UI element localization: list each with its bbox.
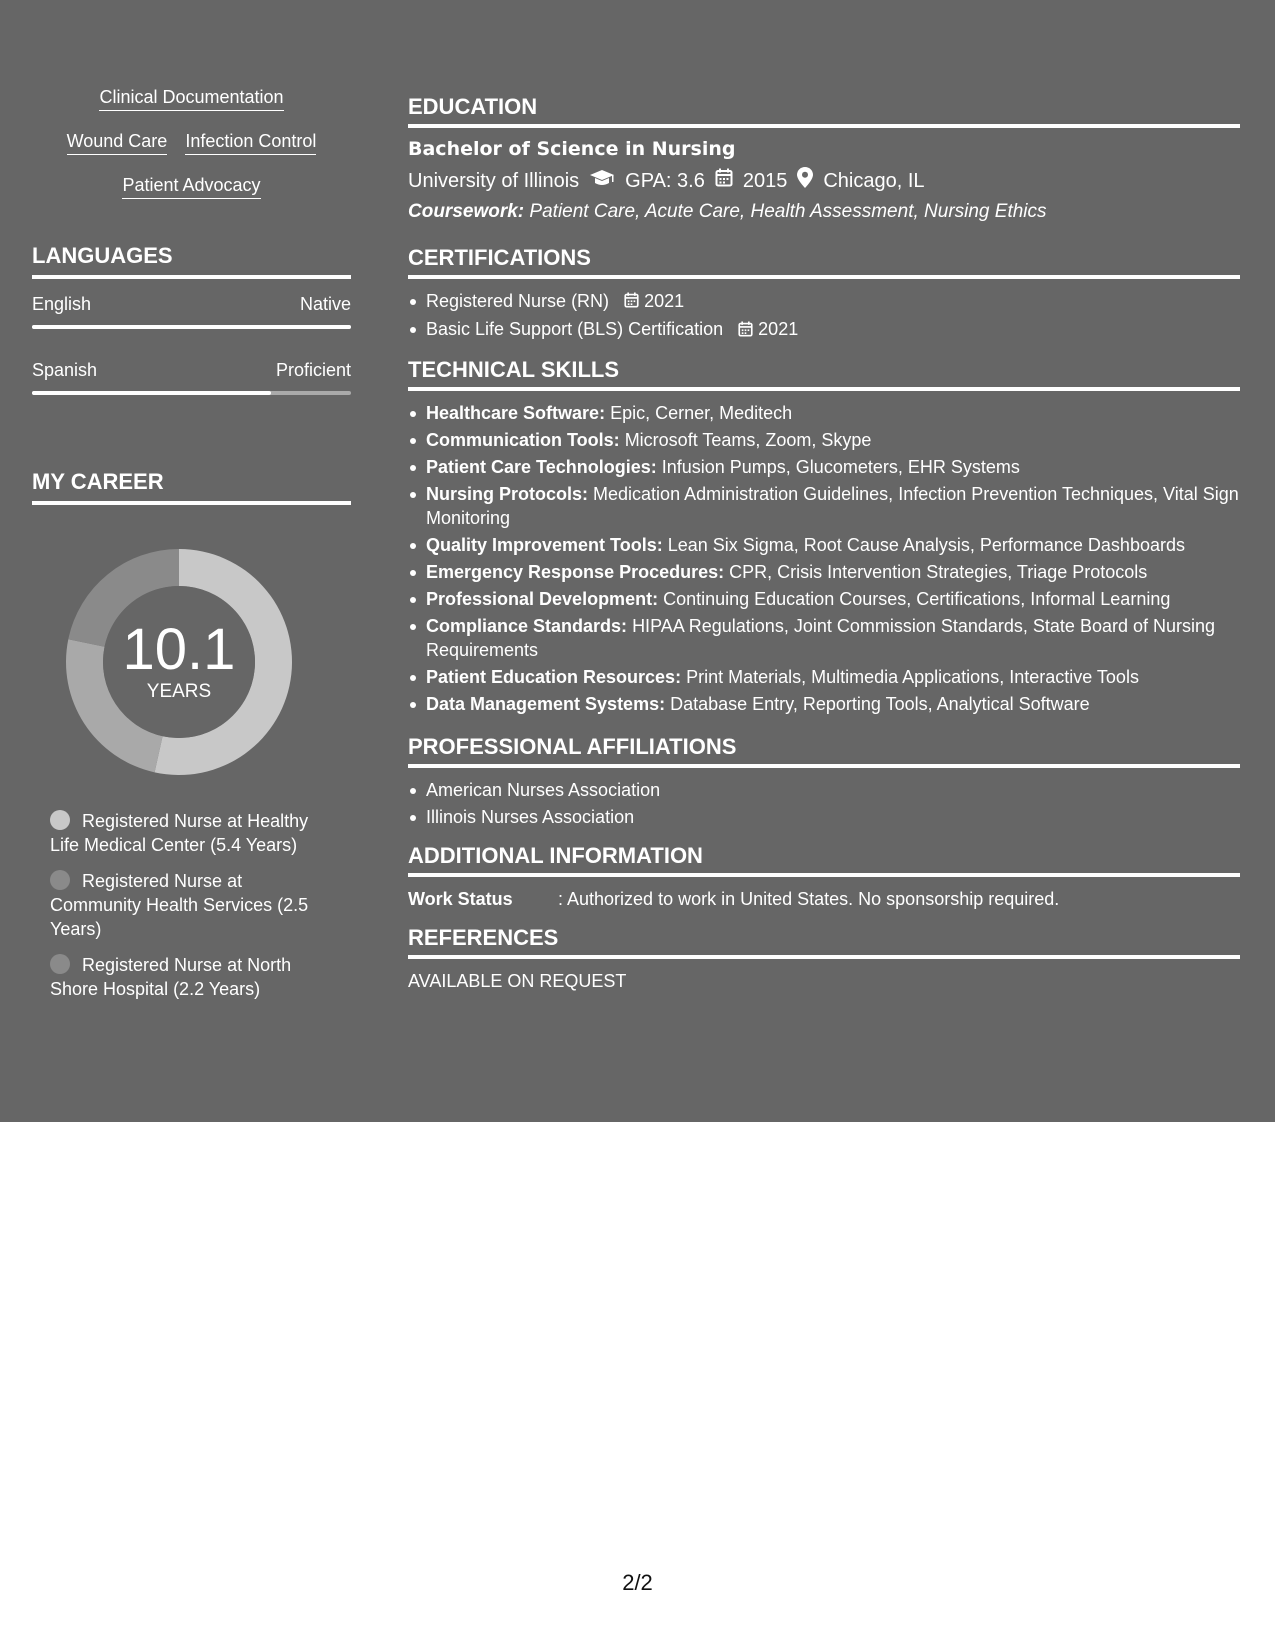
skill-tags bbox=[32, 86, 351, 199]
skill-item: Healthcare Software: Epic, Cerner, Meditech bbox=[408, 401, 1240, 425]
technical-skills-heading: TECHNICAL SKILLS bbox=[408, 357, 1240, 391]
certification-item bbox=[408, 317, 1240, 342]
work-status-label: Work Status bbox=[408, 888, 513, 909]
skill-item: Quality Improvement Tools: Lean Six Sigma, Root Cause Analysis, Performance Dashboards bbox=[408, 533, 1240, 557]
skill-item: Compliance Standards: HIPAA Regulations, Joint Commission Standards, State Board of Nursing Requirements bbox=[408, 614, 1240, 662]
language-level-bar bbox=[32, 391, 351, 395]
career-legend-text: Registered Nurse at North Shore Hospital (2.2 Years) bbox=[50, 955, 292, 999]
certifications-list bbox=[408, 289, 1240, 343]
additional-info-section bbox=[408, 843, 1240, 911]
affiliations-section bbox=[408, 734, 1240, 829]
skill-item: Patient Education Resources: Print Materials, Multimedia Applications, Interactive Tools bbox=[408, 665, 1240, 689]
certification-name: Registered Nurse (RN) bbox=[426, 291, 610, 311]
left-column bbox=[32, 86, 351, 1013]
career-section bbox=[32, 469, 351, 1001]
career-legend-text: Registered Nurse at Healthy Life Medical Center (5.4 Years) bbox=[50, 811, 309, 855]
skill-item: Communication Tools: Microsoft Teams, Zoom, Skype bbox=[408, 428, 1240, 452]
location-pin-icon bbox=[797, 167, 813, 195]
skill-item: Nursing Protocols: Medication Administration Guidelines, Infection Prevention Techniques, Vital Sign Monitoring bbox=[408, 482, 1240, 530]
legend-dot bbox=[50, 954, 70, 974]
skill-item: Professional Development: Continuing Education Courses, Certifications, Informal Learning bbox=[408, 587, 1240, 611]
calendar-icon bbox=[738, 319, 753, 343]
references-section bbox=[408, 925, 1240, 993]
graduation-cap-icon bbox=[589, 168, 615, 194]
career-legend bbox=[32, 809, 332, 1001]
degree-title: Bachelor of Science in Nursing bbox=[408, 138, 736, 160]
skill-row bbox=[32, 174, 351, 199]
certifications-section bbox=[408, 245, 1240, 343]
page-number: 2/2 bbox=[622, 1570, 653, 1595]
skill-item: Data Management Systems: Database Entry, Reporting Tools, Analytical Software bbox=[408, 692, 1240, 716]
certification-name: Basic Life Support (BLS) Certification bbox=[426, 319, 724, 340]
additional-info-heading: ADDITIONAL INFORMATION bbox=[408, 843, 1240, 877]
school-name: University of Illinois bbox=[408, 170, 580, 192]
skill-tag: Wound Care bbox=[67, 130, 168, 155]
career-legend-item bbox=[50, 953, 332, 1001]
language-level: Proficient bbox=[275, 360, 351, 380]
references-heading: REFERENCES bbox=[408, 925, 1240, 959]
education-section bbox=[408, 94, 1240, 225]
affiliation-item: Illinois Nurses Association bbox=[408, 805, 1240, 829]
career-heading: MY CAREER bbox=[32, 469, 351, 505]
career-legend-item bbox=[50, 869, 332, 941]
work-status-value: : Authorized to work in United States. No sponsorship required. bbox=[558, 888, 1060, 909]
legend-dot bbox=[50, 810, 70, 830]
language-level-fill bbox=[32, 325, 351, 329]
skill-tag: Clinical Documentation bbox=[99, 86, 283, 111]
references-text: AVAILABLE ON REQUEST bbox=[408, 970, 627, 991]
education-heading: EDUCATION bbox=[408, 94, 1240, 128]
graduation-year: 2015 bbox=[742, 170, 788, 192]
certification-item bbox=[408, 289, 1240, 314]
gpa: GPA: 3.6 bbox=[625, 170, 705, 192]
language-level: Native bbox=[299, 294, 351, 314]
coursework-label: Coursework: bbox=[408, 201, 525, 222]
affiliations-heading: PROFESSIONAL AFFILIATIONS bbox=[408, 734, 1240, 768]
affiliation-item: American Nurses Association bbox=[408, 778, 1240, 802]
coursework-list: Patient Care, Acute Care, Health Assessment, Nursing Ethics bbox=[529, 201, 1047, 222]
technical-skills-list bbox=[408, 401, 1240, 716]
technical-skills-section bbox=[408, 357, 1240, 716]
career-legend-item bbox=[50, 809, 332, 857]
language-name: Spanish bbox=[32, 360, 98, 380]
career-legend-text: Registered Nurse at Community Health Services (2.5 Years) bbox=[50, 871, 309, 939]
work-status-row bbox=[408, 887, 1240, 911]
skill-tag: Patient Advocacy bbox=[122, 174, 260, 199]
language-level-fill bbox=[32, 391, 271, 395]
calendar-icon bbox=[715, 168, 733, 194]
language-item bbox=[32, 359, 351, 395]
skill-row bbox=[32, 86, 351, 111]
skill-item: Emergency Response Procedures: CPR, Crisis Intervention Strategies, Triage Protocols bbox=[408, 560, 1240, 584]
affiliations-list bbox=[408, 778, 1240, 829]
skill-item: Patient Care Technologies: Infusion Pumps, Glucometers, EHR Systems bbox=[408, 455, 1240, 479]
languages-section bbox=[32, 243, 351, 395]
career-donut-chart bbox=[66, 549, 292, 775]
career-years-unit: YEARS bbox=[146, 681, 212, 702]
certifications-heading: CERTIFICATIONS bbox=[408, 245, 1240, 279]
languages-heading: LANGUAGES bbox=[32, 243, 351, 279]
legend-dot bbox=[50, 870, 70, 890]
certification-year: 2021 bbox=[758, 319, 799, 340]
education-meta bbox=[408, 167, 1240, 195]
career-total-years: 10.1 bbox=[122, 617, 236, 682]
calendar-icon bbox=[624, 290, 639, 314]
school-location: Chicago, IL bbox=[823, 170, 925, 192]
skill-row bbox=[32, 130, 351, 155]
language-level-bar bbox=[32, 325, 351, 329]
coursework bbox=[408, 199, 1240, 225]
language-item bbox=[32, 293, 351, 329]
certification-year: 2021 bbox=[644, 291, 685, 311]
language-name: English bbox=[32, 294, 92, 314]
skill-tag: Infection Control bbox=[185, 130, 316, 155]
right-column bbox=[408, 94, 1240, 993]
